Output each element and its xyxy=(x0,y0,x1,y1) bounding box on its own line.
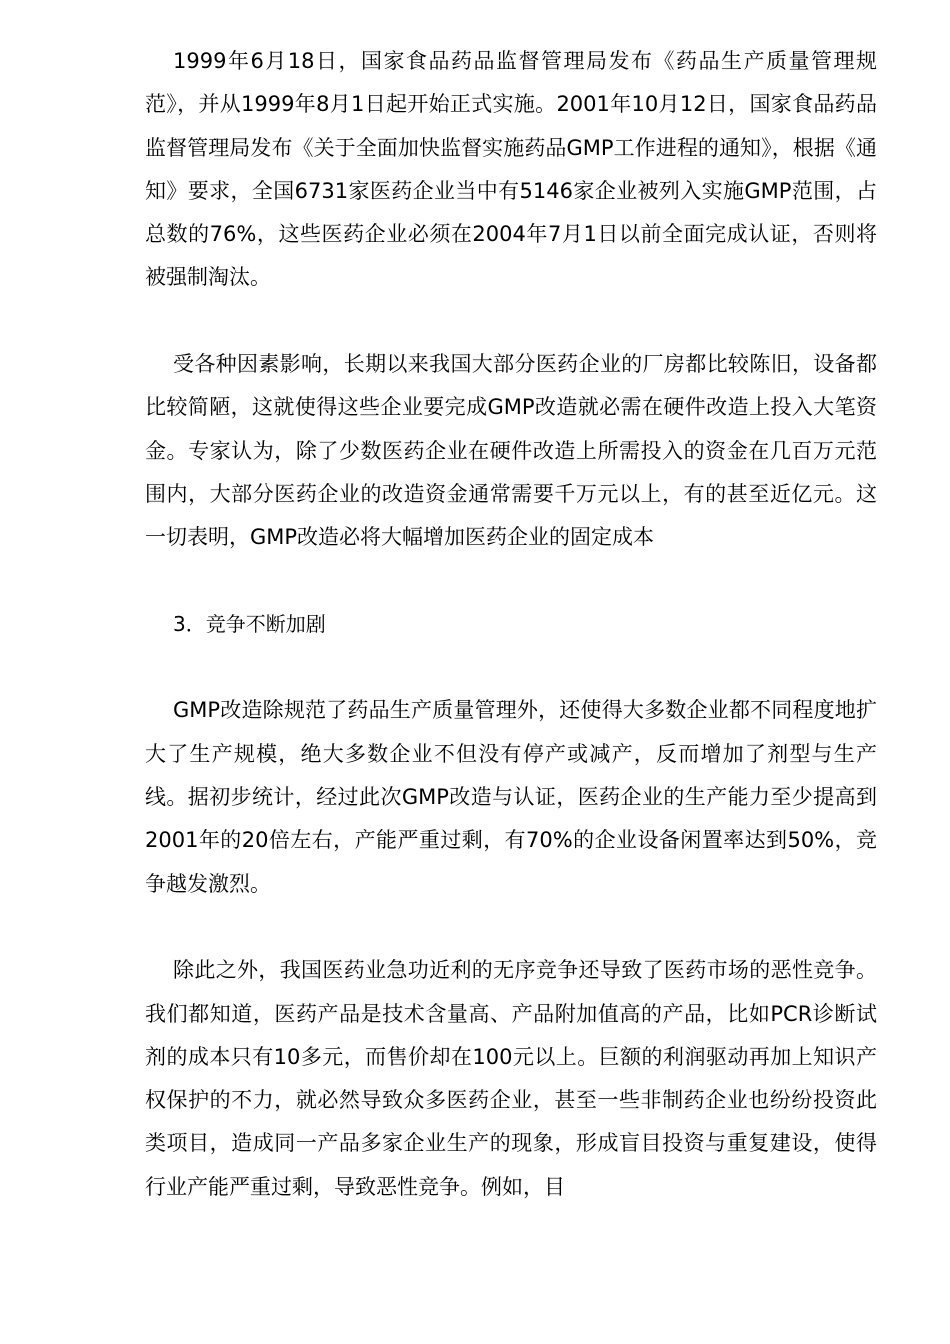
paragraph-hardware-investment: 受各种因素影响，长期以来我国大部分医药企业的厂房都比较陈旧，设备都比较简陋，这就使得这些企业要完成GMP改造就必需在硬件改造上投入大笔资金。专家认为，除了少数医药企业在硬件改造上所需投入的资金在几百万元范围内，大部分医药企业的改造资金通常需要千万元以上，有的甚至近亿元。这一切表明，GMP改造必将大幅增加医药企业的固定成本 xyxy=(145,352,877,550)
paragraph-capacity-expansion: GMP改造除规范了药品生产质量管理外，还使得大多数企业都不同程度地扩大了生产规模，绝大多数企业不但没有停产或减产，反而增加了剂型与生产线。据初步统计，经过此次GMP改造与认证，医药企业的生产能力至少提高到2001年的20倍左右，产能严重过剩，有70%的企业设备闲置率达到50%，竞争越发激烈。 xyxy=(145,698,877,896)
document-body xyxy=(145,40,877,1209)
paragraph-gmp-regulation: 1999年6月18日，国家食品药品监督管理局发布《药品生产质量管理规范》，并从1999年8月1日起开始正式实施。2001年10月12日，国家食品药品监督管理局发布《关于全面加快监督实施药品GMP工作进程的通知》，根据《通知》要求，全国6731家医药企业当中有5146家企业被列入实施GMP范围，占总数的76%，这些医药企业必须在2004年7月1日以前全面完成认证，否则将被强制淘汰。 xyxy=(145,49,877,290)
paragraph-spacer xyxy=(145,300,877,343)
paragraph-spacer xyxy=(145,906,877,949)
paragraph-vicious-competition: 除此之外，我国医药业急功近利的无序竞争还导致了医药市场的恶性竞争。我们都知道，医药产品是技术含量高、产品附加值高的产品，比如PCR诊断试剂的成本只有10多元，而售价却在100元以上。巨额的利润驱动再加上知识产权保护的不力，就必然导致众多医药企业，甚至一些非制药企业也纷纷投资此类项目，造成同一产品多家企业生产的现象，形成盲目投资与重复建设，使得行业产能严重过剩，导致恶性竞争。例如，目 xyxy=(145,958,877,1199)
paragraph-spacer xyxy=(145,646,877,689)
section-heading-competition: 3．竞争不断加剧 xyxy=(173,611,326,636)
paragraph-spacer xyxy=(145,560,877,603)
